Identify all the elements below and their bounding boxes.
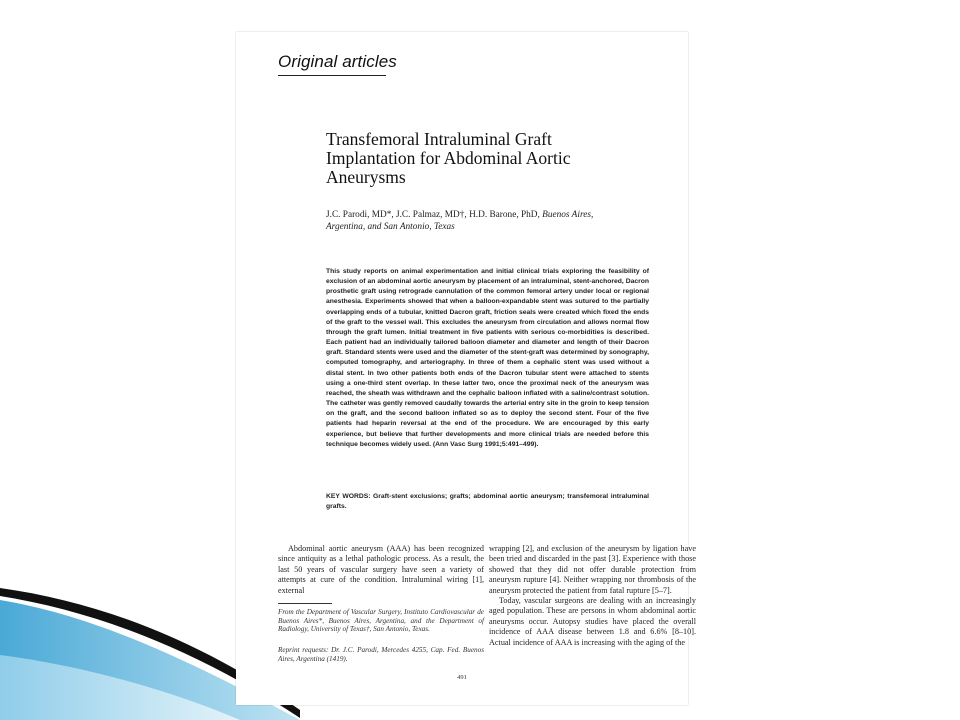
body-paragraph: Abdominal aortic aneurysm (AAA) has been recognized since antiquity as a lethal pathologic process. As a result, the last 50 years of vascular surgery have seen a variety of attempts at cure of the condition. Intraluminal wiring [1], external <box>278 544 484 595</box>
body-column-right <box>489 544 696 648</box>
author-line <box>326 209 626 233</box>
section-label: Original articles <box>278 52 397 71</box>
page-number: 491 <box>457 674 467 681</box>
section-underline <box>278 75 386 76</box>
footnote-rule <box>278 603 332 604</box>
scanned-article-page <box>236 32 696 705</box>
affiliation-footnote: From the Department of Vascular Surgery, Instituto Cardiovascular de Buenos Aires*, Buenos Aires, Argentina, and the Department of Radiology, University of Texas†, San Antonio, Texas. <box>278 608 484 634</box>
key-words: KEY WORDS: Graft-stent exclusions; grafts; abdominal aortic aneurysm; transfemoral intraluminal grafts. <box>326 493 649 510</box>
body-paragraph: wrapping [2], and exclusion of the aneurysm by ligation have been tried and discarded in the past [3]. Experience with those showed that they did not offer durable protection from aneurysm rupture [4]. Neither wrapping nor thrombosis of the aneurysm protected the patient from fatal rupture [5–7]. <box>489 544 696 595</box>
author-location: Buenos Aires, Argentina, and San Antonio, Texas <box>326 210 594 232</box>
abstract: This study reports on animal experimentation and initial clinical trials exploring the feasibility of exclusion of an abdominal aortic aneurysm by placement of an intraluminal, stent-anchored, Dacron prosthetic graft using retrograde cannulation of the common femoral artery under local or regional anesthesia. Experiments showed that when a balloon-expandable stent was sutured to the partially overlapping ends of a tubular, knitted Dacron graft, friction seals were created which fixed the ends of the graft to the vessel wall. This excludes the aneurysm from circulation and allows normal flow through the graft lumen. Initial treatment in five patients with serious co-morbidities is described. Each patient had an individually tailored balloon diameter and diameter and length of their Dacron graft. Standard stents were used and the diameter of the stent-graft was determined by sonography, computed tomography, and arteriography. In three of them a cephalic stent was used without a distal stent. In two other patients both ends of the Dacron tubular stent were attached to stents using a one-third stent overlap. In these latter two, once the proximal neck of the aneurysm was reached, the sheath was withdrawn and the cephalic balloon inflated with a saline/contrast solution. The catheter was gently removed caudally towards the arterial entry site in the groin to keep tension on the graft, and the second balloon inflated so as to deploy the second stent. Four of the five patients had heparin reversal at the end of the procedure. We are encouraged by this early experience, but believe that further developments and more clinical trials are needed before this technique becomes widely used. (Ann Vasc Surg 1991;5:491–499). <box>326 268 649 448</box>
body-paragraph: Today, vascular surgeons are dealing with an increasingly aged population. These are persons in whom abdominal aortic aneurysms occur. Autopsy studies have placed the overall incidence of AAA disease between 1.8 and 6.6% [8–10]. Actual incidence of AAA is increasing with the aging of the <box>489 596 696 647</box>
article-title: Transfemoral Intraluminal Graft Implantation for Abdominal Aortic Aneurysms <box>326 129 571 187</box>
author-names: J.C. Parodi, MD*, J.C. Palmaz, MD†, H.D. Barone, PhD, <box>326 210 540 220</box>
body-column-left <box>278 544 484 596</box>
reprint-footnote: Reprint requests: Dr. J.C. Parodi, Mercedes 4255, Cap. Fed. Buenos Aires, Argentina (1419). <box>278 646 484 663</box>
